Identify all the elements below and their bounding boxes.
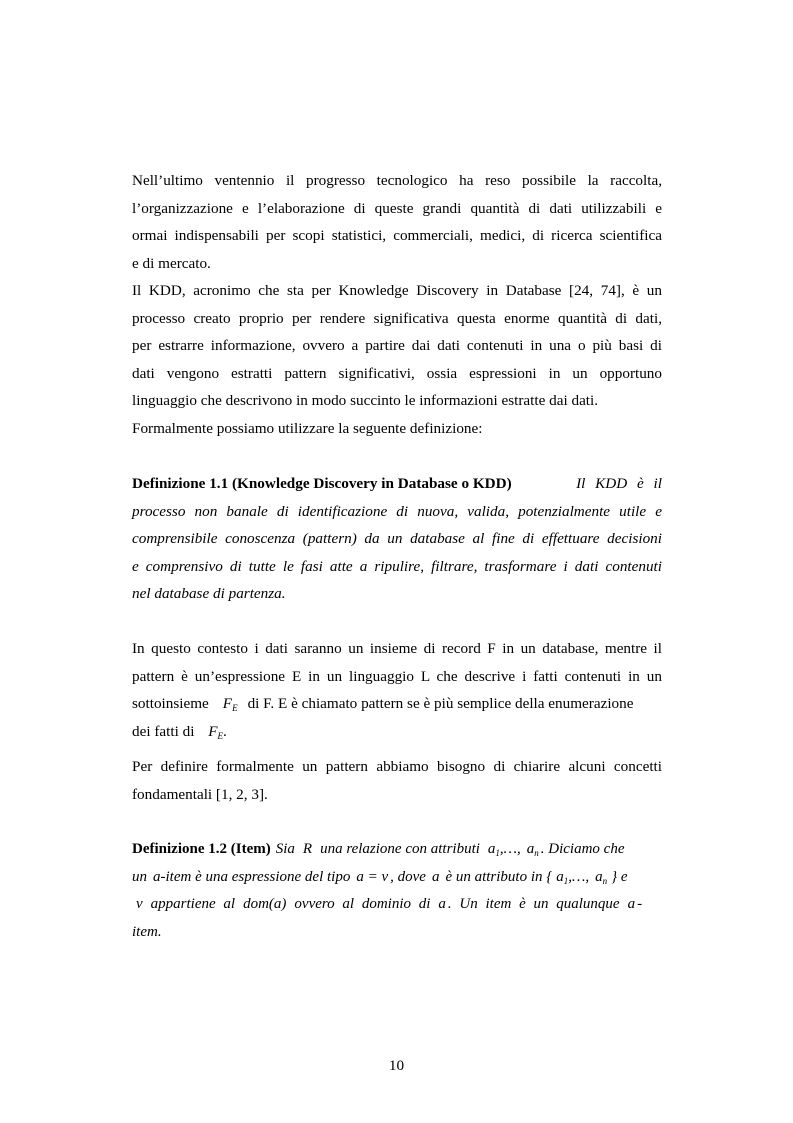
context-paragraph [132,635,662,745]
text-line: Il KDD, acronimo che sta per Knowledge Discovery in Database [24, 74], è un [132,282,662,299]
text-line: Per definire formalmente un pattern abbiamo bisogno di chiarire alcuni concetti [132,758,662,775]
text-line: nel database di partenza. [132,585,286,602]
text-line: linguaggio che descrivono in modo succinto le informazioni estratte dai dati. [132,392,599,409]
text-line: Formalmente possiamo utilizzare la seguente definizione: [132,419,483,437]
definition-heading: Definizione 1.1 (Knowledge Discovery in Database o KDD) [132,475,512,492]
definition-heading-line [132,470,662,498]
text-line: processo creato proprio per rendere significativa questa enorme quantità di dati, [132,309,662,327]
text-line: Definizione 1.2 (Item) Sia R una relazione con attributi $a_1$ ,…, $a_n$ . Diciamo che [132,836,662,864]
text-line: dei fatti di $F_E$. [132,722,227,741]
text-line: un a -item è una espressione del tipo a = v , dove a è un attributo in { $a_1$ ,…, $a_n$ } e [132,868,628,886]
text-line: pattern è un’espressione E in un linguaggio L che descrive i fatti contenuti in un [132,667,662,685]
page-number: 10 [388,1057,405,1074]
text-line: In questo contesto i dati saranno un insieme di record F in un database, mentre il [132,640,662,657]
text-line: e di mercato. [132,254,211,272]
text-line: ormai indispensabili per scopi statistici, commerciali, medici, di ricerca scientifica [132,227,662,244]
kdd-paragraph [132,277,662,442]
text-line: v appartiene al dom(a) ovvero al dominio di a . Un item è un qualunque a - [136,896,643,912]
definition-text: Il KDD è il [576,475,662,492]
math-F-E: $F_E$ [208,722,223,741]
text-line: per estrarre informazione, ovvero a partire dai dati contenuti in una o più basi di [132,337,662,354]
definition-heading: Definizione 1.2 (Item) [132,841,271,857]
definition-1-2 [132,836,662,946]
definition-1-1 [132,470,662,608]
text-line: comprensibile conoscenza (pattern) da un database al fine di effettuare decisioni [132,530,662,547]
text-line: dati vengono estratti pattern significativi, ossia espressioni in un opportuno [132,364,662,382]
text-line: l’organizzazione e l’elaborazione di queste grandi quantità di dati utilizzabili e [132,199,662,217]
math-F-E: $F_E$ [222,695,238,713]
text-line: processo non banale di identificazione di nuova, valida, potenzialmente utile e [132,502,662,520]
text-line: item. [132,923,162,940]
text-line: Nell’ultimo ventennio il progresso tecnologico ha reso possibile la raccolta, [132,172,662,189]
intro-paragraph [132,167,662,277]
text-line: e comprensivo di tutte le fasi atte a ripulire, filtrare, trasformare i dati contenuti [132,557,662,575]
text-line: fondamentali [1, 2, 3]. [132,785,268,803]
text-line: sottoinsieme $F_E$ di F. E è chiamato pattern se è più semplice della enumerazione [132,690,662,718]
pattern-intro-paragraph [132,753,662,808]
